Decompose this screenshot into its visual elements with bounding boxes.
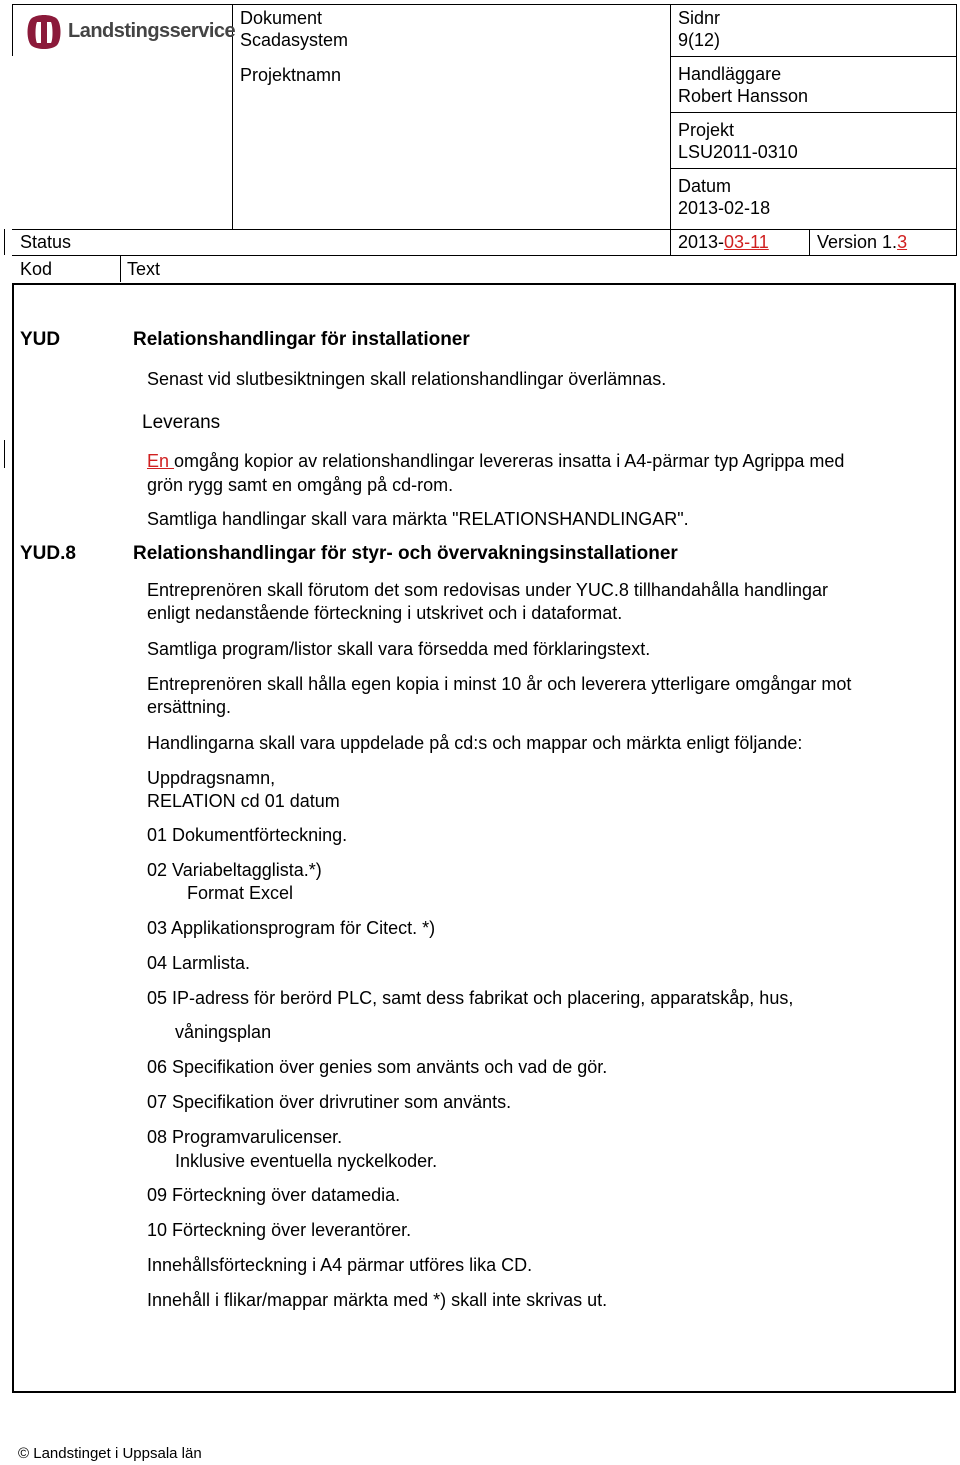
changed-text: En bbox=[147, 451, 175, 471]
dokument-label: Dokument bbox=[240, 8, 323, 28]
list-item-note: Format Excel bbox=[187, 883, 294, 903]
revision-date bbox=[678, 231, 769, 253]
paragraph-line: RELATION cd 01 datum bbox=[147, 791, 340, 811]
copyright-icon: © bbox=[18, 1445, 30, 1462]
section-heading: Relationshandlingar för installationer bbox=[133, 329, 470, 350]
paragraph: Samtliga handlingar skall vara märkta "RELATIONSHANDLINGAR". bbox=[147, 509, 689, 529]
list-item: 05 IP-adress för berörd PLC, samt dess fabrikat och placering, apparatskåp, hus, bbox=[147, 988, 794, 1008]
dokument-value: Scadasystem bbox=[240, 30, 349, 50]
handlaggare-label: Handläggare bbox=[678, 64, 782, 84]
version-changed: 3 bbox=[897, 232, 908, 252]
paragraph: Handlingarna skall vara uppdelade på cd:s och mappar och märkta enligt följande: bbox=[147, 733, 803, 753]
list-item: 02 Variabeltagglista.*) bbox=[147, 860, 322, 880]
section-code: YUD bbox=[20, 329, 61, 350]
paragraph: Senast vid slutbesiktningen skall relationshandlingar överlämnas. bbox=[147, 369, 667, 389]
paragraph-line: enligt nedanstående förteckning i utskrivet och i dataformat. bbox=[147, 603, 623, 623]
version-prefix: Version 1. bbox=[817, 232, 898, 252]
status-label: Status bbox=[20, 232, 72, 252]
kod-label: Kod bbox=[20, 259, 53, 279]
sidnr-label: Sidnr bbox=[678, 8, 721, 28]
kod-text-divider bbox=[120, 256, 121, 282]
logo bbox=[24, 12, 236, 52]
header-cell-border bbox=[670, 168, 956, 169]
projekt-label: Projekt bbox=[678, 120, 735, 140]
change-bar bbox=[4, 440, 5, 468]
paragraph: Innehållsförteckning i A4 pärmar utföres lika CD. bbox=[147, 1255, 533, 1275]
header-cell-border bbox=[809, 229, 810, 255]
footer bbox=[18, 1445, 202, 1462]
list-item: 01 Dokumentförteckning. bbox=[147, 825, 348, 845]
list-item: 03 Applikationsprogram för Citect. *) bbox=[147, 918, 436, 938]
text-label: Text bbox=[127, 259, 161, 279]
paragraph-line: omgång kopior av relationshandlingar levereras insatta i A4-pärmar typ Agrippa med bbox=[174, 451, 845, 471]
list-item: 09 Förteckning över datamedia. bbox=[147, 1185, 401, 1205]
paragraph-line: ersättning. bbox=[147, 697, 232, 717]
list-item: 07 Specifikation över drivrutiner som använts. bbox=[147, 1092, 512, 1112]
datum-label: Datum bbox=[678, 176, 732, 196]
paragraph: Innehåll i flikar/mappar märkta med *) skall inte skrivas ut. bbox=[147, 1290, 608, 1310]
header-divider bbox=[12, 229, 956, 230]
header-cell-border bbox=[670, 112, 956, 113]
header-cell-border bbox=[670, 56, 956, 57]
list-item: 10 Förteckning över leverantörer. bbox=[147, 1220, 412, 1240]
logo-text: Landstingsservice bbox=[68, 20, 236, 42]
header-col-divider bbox=[670, 4, 671, 256]
header-left-border bbox=[12, 4, 13, 56]
header-right-border bbox=[956, 4, 957, 256]
section-heading: Relationshandlingar för styr- och övervakningsinstallationer bbox=[133, 543, 678, 564]
paragraph: Samtliga program/listor skall vara försedda med förklaringstext. bbox=[147, 639, 651, 659]
paragraph-line: grön rygg samt en omgång på cd-rom. bbox=[147, 475, 454, 495]
sidnr-value: 9(12) bbox=[678, 30, 721, 50]
section-code: YUD.8 bbox=[20, 543, 76, 564]
paragraph bbox=[147, 449, 844, 473]
datum-value: 2013-02-18 bbox=[678, 198, 771, 218]
handlaggare-value: Robert Hansson bbox=[678, 86, 809, 106]
paragraph-line: Entreprenören skall förutom det som redovisas under YUC.8 tillhandahålla handlingar bbox=[147, 580, 829, 600]
logo-icon bbox=[24, 12, 64, 52]
header-divider bbox=[12, 255, 956, 256]
revision-date-prefix: 2013- bbox=[678, 232, 725, 252]
projekt-value: LSU2011-0310 bbox=[678, 142, 798, 162]
revision-date-changed: 03-11 bbox=[724, 232, 769, 252]
projektnamn-label: Projektnamn bbox=[240, 65, 342, 85]
paragraph-line: Uppdragsnamn, bbox=[147, 768, 276, 788]
footer-text: Landstinget i Uppsala län bbox=[33, 1445, 202, 1462]
header-top-border bbox=[12, 4, 956, 5]
change-bar bbox=[4, 229, 5, 255]
list-item-note: Inklusive eventuella nyckelkoder. bbox=[175, 1151, 438, 1171]
list-item: 08 Programvarulicenser. bbox=[147, 1127, 343, 1147]
list-item-note: våningsplan bbox=[175, 1022, 272, 1042]
version bbox=[817, 231, 907, 253]
list-item: 04 Larmlista. bbox=[147, 953, 251, 973]
paragraph-line: Entreprenören skall hålla egen kopia i minst 10 år och leverera ytterligare omgångar mot bbox=[147, 674, 852, 694]
subheading: Leverans bbox=[142, 412, 221, 433]
list-item: 06 Specifikation över genies som använts och vad de gör. bbox=[147, 1057, 608, 1077]
